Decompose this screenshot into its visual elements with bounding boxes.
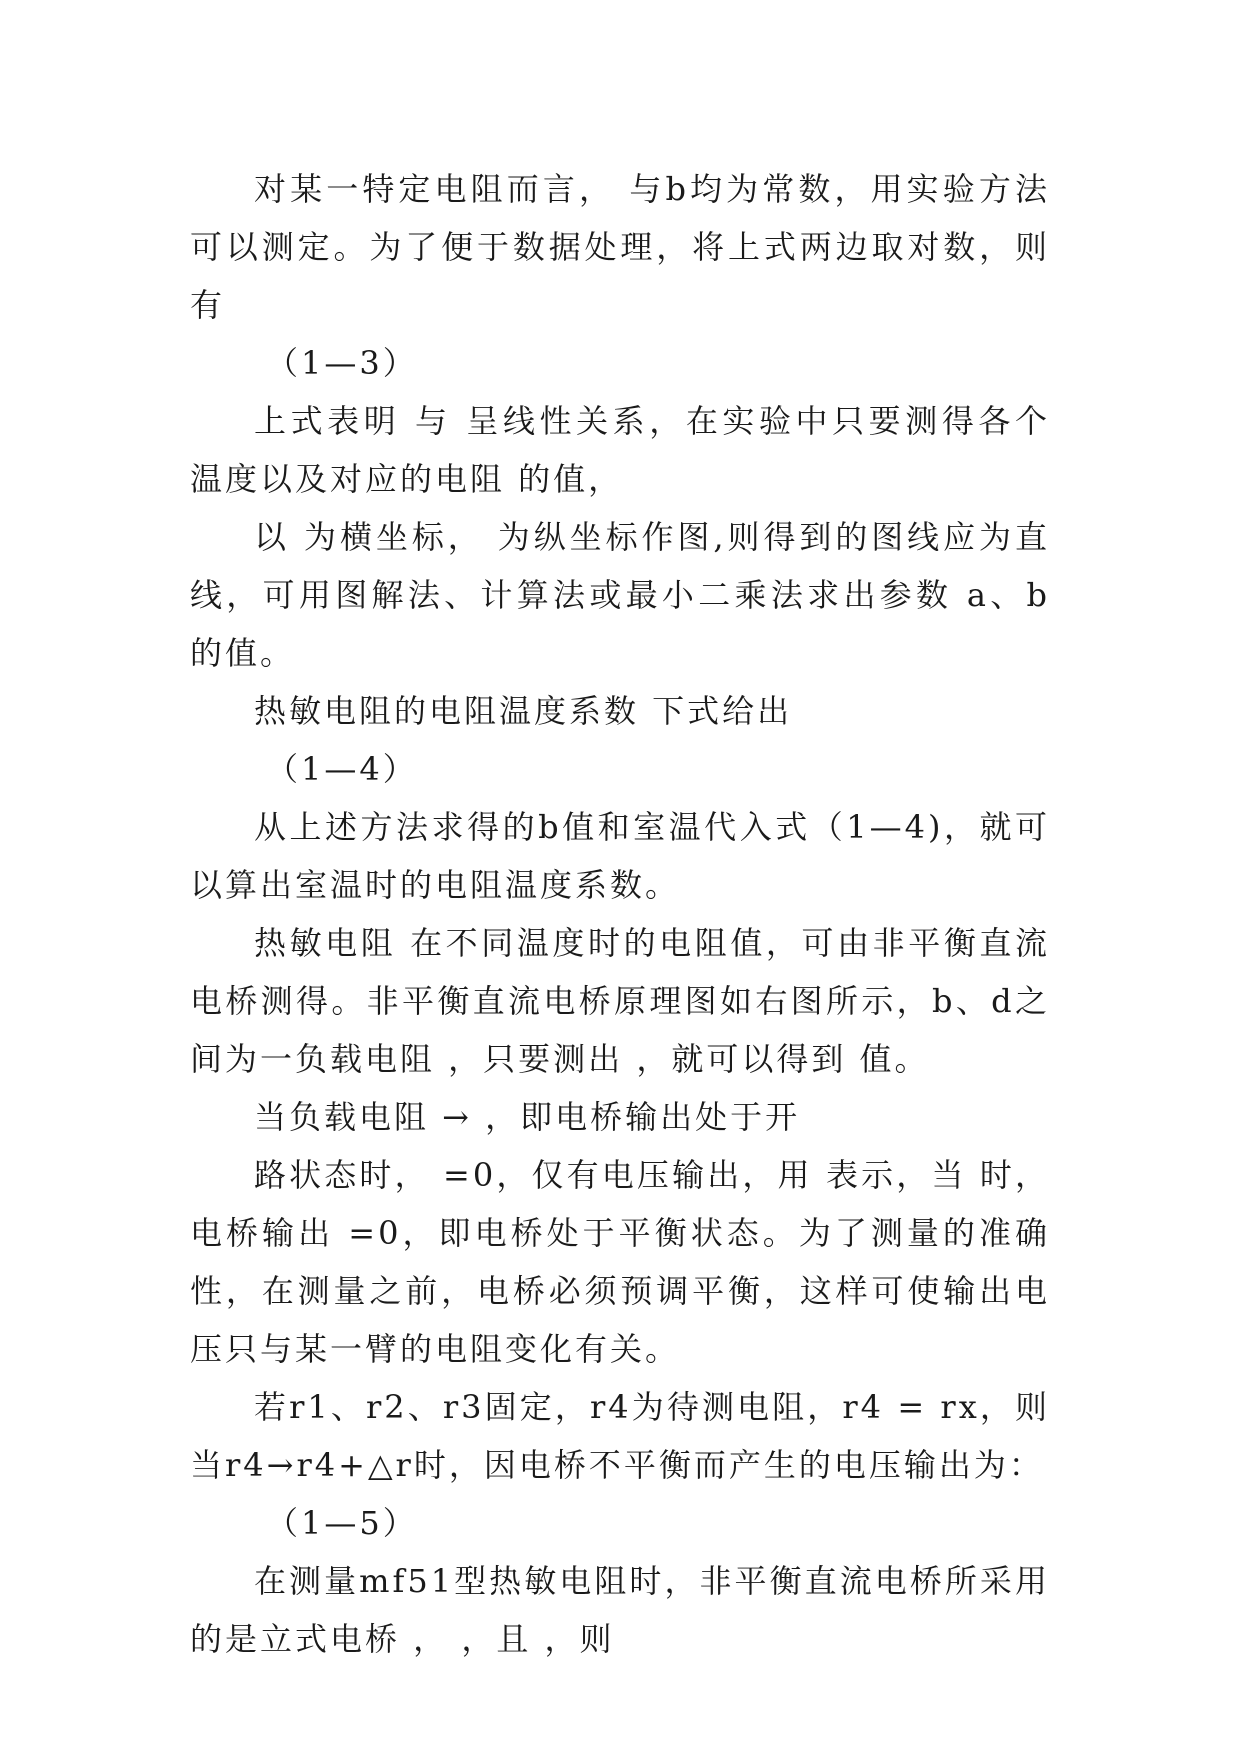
equation-1-4: （1—4） (266, 750, 418, 788)
paragraph-open-circuit: 当负载电阻 → ，即电桥输出处于开 (254, 1098, 801, 1136)
equation-1-5: （1—5） (266, 1504, 418, 1542)
paragraph-bridge-measurement: 热敏电阻 在不同温度时的电阻值，可由非平衡直流电桥测得。非平衡直流电桥原理图如右图所示，b、d之间为一负载电阻 ，只要测出 ，就可以得到 值。 (190, 924, 1050, 1078)
paragraph-plotting-method: 以 为横坐标， 为纵坐标作图,则得到的图线应为直线，可用图解法、计算法或最小二乘法求出参数 a、b的值。 (190, 518, 1050, 672)
paragraph-temperature-coefficient: 热敏电阻的电阻温度系数 下式给出 (254, 692, 793, 730)
paragraph-unbalanced-output: 若r1、r2、r3固定，r4为待测电阻，r4 = rx，则当r4→r4+△r时，因电桥不平衡而产生的电压输出为： (190, 1388, 1050, 1484)
paragraph-mf51-bridge: 在测量mf51型热敏电阻时，非平衡直流电桥所采用的是立式电桥 ， ，且 ，则 (190, 1562, 1050, 1658)
paragraph-linear-relation: 上式表明 与 呈线性关系，在实验中只要测得各个温度以及对应的电阻 的值， (190, 402, 1050, 498)
paragraph-resistor-constants: 对某一特定电阻而言， 与b均为常数，用实验方法可以测定。为了便于数据处理，将上式两边取对数，则有 (190, 170, 1050, 324)
paragraph-balance-state: 路状态时， =0，仅有电压输出，用 表示，当 时，电桥输出 =0，即电桥处于平衡状态。为了测量的准确性，在测量之前，电桥必须预调平衡，这样可使输出电压只与某一臂的电阻变化有关。 (190, 1156, 1050, 1368)
paragraph-room-temperature: 从上述方法求得的b值和室温代入式（1—4)，就可以算出室温时的电阻温度系数。 (190, 808, 1050, 904)
equation-1-3: （1—3） (266, 344, 418, 382)
document-body (190, 160, 1050, 1668)
